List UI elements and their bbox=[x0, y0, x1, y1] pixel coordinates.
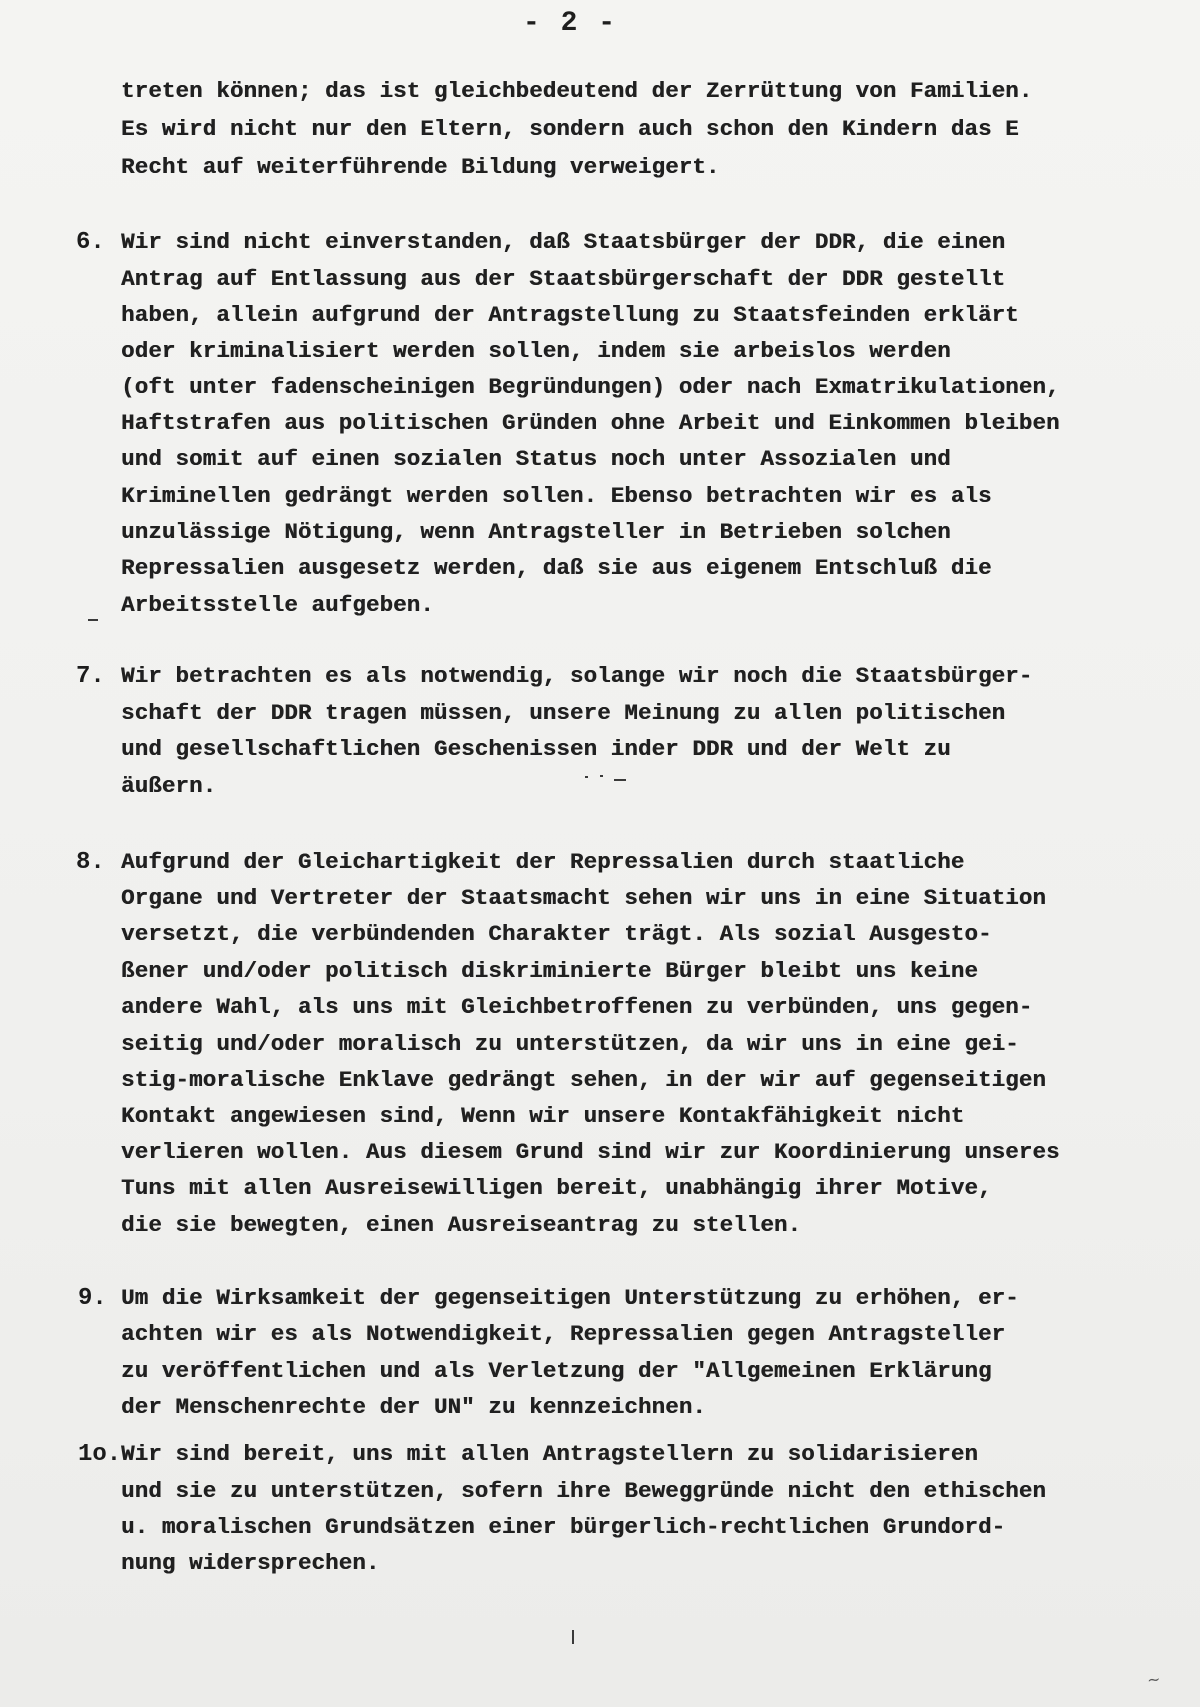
point-7-line: Wir betrachten es als notwendig, solange wir noch die Staatsbürger- bbox=[121, 663, 1033, 689]
signature-mark: ~ bbox=[1145, 1669, 1161, 1690]
point-8-line: die sie bewegten, einen Ausreiseantrag zu stellen. bbox=[121, 1212, 802, 1238]
point-9-line: Um die Wirksamkeit der gegenseitigen Unterstützung zu erhöhen, er- bbox=[121, 1285, 1019, 1311]
point-9-line: achten wir es als Notwendigkeit, Repressalien gegen Antragsteller bbox=[121, 1321, 1006, 1347]
point-6-line: Arbeitsstelle aufgeben. bbox=[121, 592, 434, 618]
point-8-line: stig-moralische Enklave gedrängt sehen, in der wir auf gegenseitigen bbox=[121, 1067, 1046, 1093]
point-9-line: zu veröffentlichen und als Verletzung der "Allgemeinen Erklärung bbox=[121, 1358, 992, 1384]
point-8-line: Kontakt angewiesen sind, Wenn wir unsere Kontakfähigkeit nicht bbox=[121, 1103, 965, 1129]
point-7-line: und gesellschaftlichen Geschenissen inder DDR und der Welt zu bbox=[121, 736, 951, 762]
point-8-line: verlieren wollen. Aus diesem Grund sind wir zur Koordinierung unseres bbox=[121, 1139, 1060, 1165]
point-number-6: 6. bbox=[76, 229, 105, 256]
point-10-line: u. moralischen Grundsätzen einer bürgerlich-rechtlichen Grundord- bbox=[121, 1514, 1006, 1540]
point-10-line: und sie zu unterstützen, sofern ihre Beweggründe nicht den ethischen bbox=[121, 1478, 1046, 1504]
point-6-line: Antrag auf Entlassung aus der Staatsbürgerschaft der DDR gestellt bbox=[121, 266, 1006, 292]
point-6-line: oder kriminalisiert werden sollen, indem sie arbeislos werden bbox=[121, 338, 951, 364]
point-8-line: seitig und/oder moralisch zu unterstützen, da wir uns in eine gei- bbox=[121, 1031, 1019, 1057]
stray-mark bbox=[614, 779, 626, 781]
stray-mark bbox=[572, 1630, 574, 1644]
stray-mark bbox=[600, 775, 603, 777]
point-6-line: haben, allein aufgrund der Antragstellung zu Staatsfeinden erklärt bbox=[121, 302, 1019, 328]
page-number: - 2 - bbox=[522, 8, 617, 39]
point-number-8: 8. bbox=[76, 849, 105, 876]
point-6-line: Wir sind nicht einverstanden, daß Staatsbürger der DDR, die einen bbox=[121, 229, 1006, 255]
point-6-line: (oft unter fadenscheinigen Begründungen) oder nach Exmatrikulationen, bbox=[121, 374, 1060, 400]
point-6-line: unzulässige Nötigung, wenn Antragsteller in Betrieben solchen bbox=[121, 519, 951, 545]
point-6-line: Repressalien ausgesetz werden, daß sie aus eigenem Entschluß die bbox=[121, 555, 992, 581]
point-7-line: äußern. bbox=[121, 773, 217, 799]
point-8-line: ßener und/oder politisch diskriminierte Bürger bleibt uns keine bbox=[121, 958, 978, 984]
point-8-line: Aufgrund der Gleichartigkeit der Repressalien durch staatliche bbox=[121, 849, 965, 875]
point-number-9: 9. bbox=[78, 1285, 107, 1312]
intro-line: Es wird nicht nur den Eltern, sondern auch schon den Kindern das E bbox=[121, 116, 1019, 142]
stray-mark bbox=[585, 776, 588, 778]
point-6-line: und somit auf einen sozialen Status noch unter Assozialen und bbox=[121, 446, 951, 472]
point-9-line: der Menschenrechte der UN" zu kennzeichnen. bbox=[121, 1394, 706, 1420]
point-8-line: Organe und Vertreter der Staatsmacht sehen wir uns in eine Situation bbox=[121, 885, 1046, 911]
point-number-10: 1o. bbox=[78, 1441, 122, 1468]
stray-mark bbox=[88, 619, 98, 621]
point-8-line: Tuns mit allen Ausreisewilligen bereit, unabhängig ihrer Motive, bbox=[121, 1175, 992, 1201]
point-8-line: versetzt, die verbündenden Charakter trägt. Als sozial Ausgesto- bbox=[121, 921, 992, 947]
point-6-line: Kriminellen gedrängt werden sollen. Ebenso betrachten wir es als bbox=[121, 483, 992, 509]
point-6-line: Haftstrafen aus politischen Gründen ohne Arbeit und Einkommen bleiben bbox=[121, 410, 1060, 436]
point-10-line: nung widersprechen. bbox=[121, 1550, 380, 1576]
point-7-line: schaft der DDR tragen müssen, unsere Meinung zu allen politischen bbox=[121, 700, 1006, 726]
intro-line: treten können; das ist gleichbedeutend der Zerrüttung von Familien. bbox=[121, 78, 1033, 104]
intro-line: Recht auf weiterführende Bildung verweigert. bbox=[121, 154, 720, 180]
point-number-7: 7. bbox=[76, 663, 105, 690]
point-8-line: andere Wahl, als uns mit Gleichbetroffenen zu verbünden, uns gegen- bbox=[121, 994, 1033, 1020]
point-10-line: Wir sind bereit, uns mit allen Antragstellern zu solidarisieren bbox=[121, 1441, 978, 1467]
